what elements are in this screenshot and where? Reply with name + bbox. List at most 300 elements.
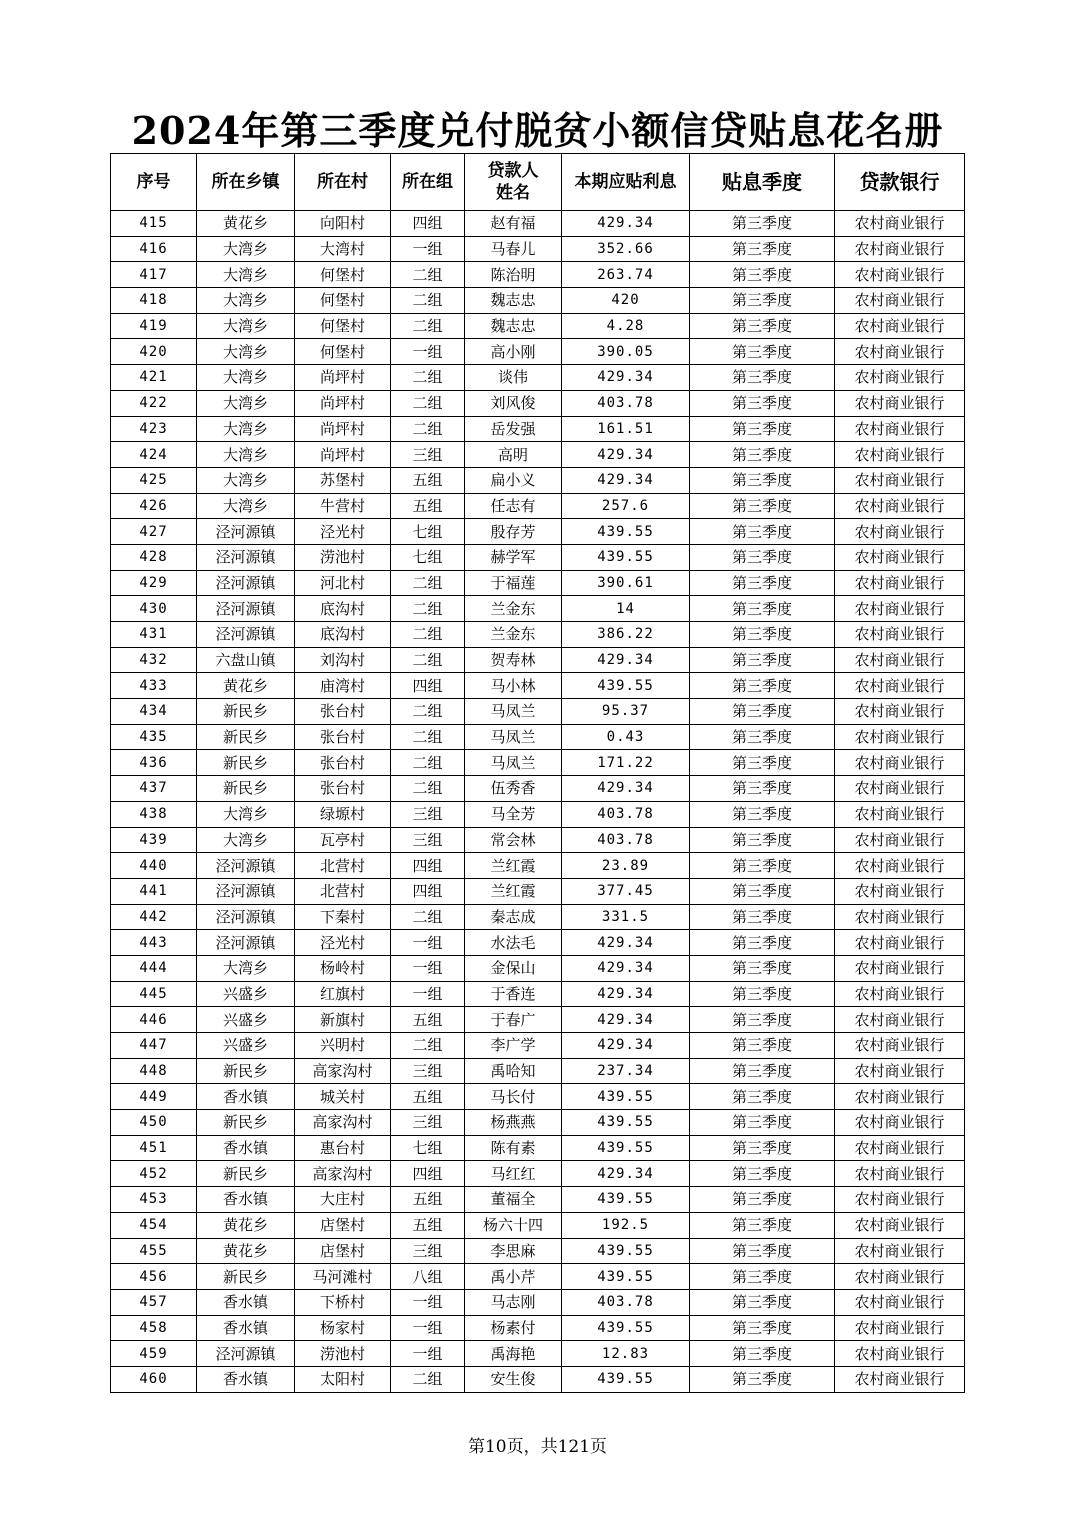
table-row — [111, 1315, 965, 1341]
cell-quarter: 第三季度 — [690, 211, 835, 237]
table-row — [111, 930, 965, 956]
cell-group: 二组 — [391, 1033, 465, 1059]
cell-township: 黄花乡 — [197, 1238, 295, 1264]
cell-village: 底沟村 — [295, 622, 391, 648]
cell-township: 香水镇 — [197, 1084, 295, 1110]
cell-group: 二组 — [391, 288, 465, 314]
cell-group: 二组 — [391, 1366, 465, 1392]
cell-interest: 95.37 — [562, 699, 690, 725]
cell-village: 城关村 — [295, 1084, 391, 1110]
cell-index: 450 — [111, 1110, 197, 1136]
cell-index: 453 — [111, 1187, 197, 1213]
cell-group: 二组 — [391, 904, 465, 930]
cell-group: 二组 — [391, 724, 465, 750]
cell-village: 何堡村 — [295, 262, 391, 288]
cell-borrower: 禹海艳 — [465, 1341, 562, 1367]
cell-quarter: 第三季度 — [690, 673, 835, 699]
cell-village: 尚坪村 — [295, 416, 391, 442]
cell-bank: 农村商业银行 — [835, 1110, 965, 1136]
cell-bank: 农村商业银行 — [835, 1187, 965, 1213]
cell-quarter: 第三季度 — [690, 878, 835, 904]
cell-quarter: 第三季度 — [690, 570, 835, 596]
cell-group: 七组 — [391, 1135, 465, 1161]
cell-borrower: 魏志忠 — [465, 288, 562, 314]
table-row — [111, 750, 965, 776]
cell-bank: 农村商业银行 — [835, 776, 965, 802]
cell-borrower: 魏志忠 — [465, 313, 562, 339]
cell-borrower: 李思麻 — [465, 1238, 562, 1264]
cell-interest: 23.89 — [562, 853, 690, 879]
cell-bank: 农村商业银行 — [835, 390, 965, 416]
cell-village: 下桥村 — [295, 1289, 391, 1315]
cell-interest: 439.55 — [562, 673, 690, 699]
cell-village: 高家沟村 — [295, 1110, 391, 1136]
cell-group: 一组 — [391, 1341, 465, 1367]
cell-group: 二组 — [391, 776, 465, 802]
cell-quarter: 第三季度 — [690, 493, 835, 519]
cell-bank: 农村商业银行 — [835, 1161, 965, 1187]
cell-township: 香水镇 — [197, 1315, 295, 1341]
cell-borrower: 禹小芹 — [465, 1264, 562, 1290]
cell-township: 泾河源镇 — [197, 519, 295, 545]
cell-index: 438 — [111, 801, 197, 827]
table-row — [111, 596, 965, 622]
cell-bank: 农村商业银行 — [835, 1289, 965, 1315]
cell-interest: 439.55 — [562, 1135, 690, 1161]
cell-bank: 农村商业银行 — [835, 1366, 965, 1392]
cell-borrower: 杨六十四 — [465, 1212, 562, 1238]
cell-quarter: 第三季度 — [690, 1289, 835, 1315]
cell-index: 454 — [111, 1212, 197, 1238]
cell-index: 434 — [111, 699, 197, 725]
cell-village: 何堡村 — [295, 313, 391, 339]
cell-interest: 403.78 — [562, 1289, 690, 1315]
cell-bank: 农村商业银行 — [835, 1238, 965, 1264]
cell-bank: 农村商业银行 — [835, 801, 965, 827]
cell-quarter: 第三季度 — [690, 853, 835, 879]
cell-quarter: 第三季度 — [690, 955, 835, 981]
table-row — [111, 1366, 965, 1392]
cell-quarter: 第三季度 — [690, 827, 835, 853]
cell-interest: 439.55 — [562, 544, 690, 570]
cell-interest: 439.55 — [562, 1187, 690, 1213]
cell-village: 尚坪村 — [295, 442, 391, 468]
table-row — [111, 622, 965, 648]
table-row — [111, 365, 965, 391]
header-village: 所在村 — [295, 154, 391, 211]
cell-interest: 429.34 — [562, 930, 690, 956]
cell-group: 二组 — [391, 622, 465, 648]
cell-bank: 农村商业银行 — [835, 750, 965, 776]
cell-township: 泾河源镇 — [197, 878, 295, 904]
cell-index: 421 — [111, 365, 197, 391]
cell-borrower: 安生俊 — [465, 1366, 562, 1392]
cell-interest: 429.34 — [562, 1161, 690, 1187]
table-row — [111, 211, 965, 237]
cell-township: 黄花乡 — [197, 673, 295, 699]
cell-village: 杨岭村 — [295, 955, 391, 981]
cell-index: 431 — [111, 622, 197, 648]
cell-township: 新民乡 — [197, 1110, 295, 1136]
cell-interest: 429.34 — [562, 981, 690, 1007]
cell-group: 二组 — [391, 416, 465, 442]
cell-township: 泾河源镇 — [197, 596, 295, 622]
cell-township: 香水镇 — [197, 1366, 295, 1392]
cell-interest: 14 — [562, 596, 690, 622]
cell-index: 435 — [111, 724, 197, 750]
cell-village: 何堡村 — [295, 339, 391, 365]
cell-quarter: 第三季度 — [690, 1007, 835, 1033]
cell-bank: 农村商业银行 — [835, 288, 965, 314]
cell-bank: 农村商业银行 — [835, 1084, 965, 1110]
cell-borrower: 兰红霞 — [465, 853, 562, 879]
cell-quarter: 第三季度 — [690, 724, 835, 750]
cell-village: 太阳村 — [295, 1366, 391, 1392]
cell-borrower: 扁小义 — [465, 467, 562, 493]
cell-township: 兴盛乡 — [197, 981, 295, 1007]
cell-group: 四组 — [391, 878, 465, 904]
cell-borrower: 高明 — [465, 442, 562, 468]
cell-bank: 农村商业银行 — [835, 596, 965, 622]
cell-group: 三组 — [391, 1110, 465, 1136]
cell-index: 429 — [111, 570, 197, 596]
cell-index: 428 — [111, 544, 197, 570]
cell-group: 二组 — [391, 262, 465, 288]
cell-borrower: 水法毛 — [465, 930, 562, 956]
table-row — [111, 853, 965, 879]
table-row — [111, 1110, 965, 1136]
cell-bank: 农村商业银行 — [835, 339, 965, 365]
cell-township: 黄花乡 — [197, 211, 295, 237]
cell-township: 大湾乡 — [197, 236, 295, 262]
cell-township: 香水镇 — [197, 1187, 295, 1213]
cell-borrower: 马春儿 — [465, 236, 562, 262]
table-row — [111, 1135, 965, 1161]
cell-group: 五组 — [391, 1084, 465, 1110]
cell-quarter: 第三季度 — [690, 1187, 835, 1213]
cell-index: 433 — [111, 673, 197, 699]
header-bank: 贷款银行 — [835, 154, 965, 211]
cell-index: 458 — [111, 1315, 197, 1341]
cell-index: 426 — [111, 493, 197, 519]
cell-interest: 439.55 — [562, 1315, 690, 1341]
cell-quarter: 第三季度 — [690, 596, 835, 622]
table-row — [111, 673, 965, 699]
cell-interest: 439.55 — [562, 1238, 690, 1264]
cell-interest: 429.34 — [562, 1033, 690, 1059]
cell-bank: 农村商业银行 — [835, 673, 965, 699]
cell-interest: 429.34 — [562, 211, 690, 237]
cell-borrower: 李广学 — [465, 1033, 562, 1059]
cell-interest: 429.34 — [562, 365, 690, 391]
cell-interest: 439.55 — [562, 519, 690, 545]
cell-quarter: 第三季度 — [690, 776, 835, 802]
cell-village: 张台村 — [295, 776, 391, 802]
cell-borrower: 兰金东 — [465, 596, 562, 622]
cell-township: 大湾乡 — [197, 801, 295, 827]
cell-township: 大湾乡 — [197, 365, 295, 391]
cell-interest: 331.5 — [562, 904, 690, 930]
table-row — [111, 442, 965, 468]
cell-township: 泾河源镇 — [197, 622, 295, 648]
cell-index: 439 — [111, 827, 197, 853]
table-row — [111, 236, 965, 262]
cell-borrower: 贺寿林 — [465, 647, 562, 673]
header-row — [111, 154, 965, 211]
cell-village: 尚坪村 — [295, 365, 391, 391]
table-row — [111, 1161, 965, 1187]
cell-index: 432 — [111, 647, 197, 673]
cell-interest: 237.34 — [562, 1058, 690, 1084]
cell-township: 泾河源镇 — [197, 853, 295, 879]
cell-township: 兴盛乡 — [197, 1033, 295, 1059]
cell-borrower: 杨燕燕 — [465, 1110, 562, 1136]
table-row — [111, 1238, 965, 1264]
table-row — [111, 647, 965, 673]
table-row — [111, 955, 965, 981]
table-row — [111, 288, 965, 314]
cell-interest: 0.43 — [562, 724, 690, 750]
cell-quarter: 第三季度 — [690, 1315, 835, 1341]
cell-group: 二组 — [391, 313, 465, 339]
cell-index: 441 — [111, 878, 197, 904]
cell-bank: 农村商业银行 — [835, 827, 965, 853]
cell-township: 新民乡 — [197, 776, 295, 802]
cell-borrower: 秦志成 — [465, 904, 562, 930]
cell-borrower: 赫学军 — [465, 544, 562, 570]
cell-index: 460 — [111, 1366, 197, 1392]
cell-index: 423 — [111, 416, 197, 442]
cell-quarter: 第三季度 — [690, 1084, 835, 1110]
cell-quarter: 第三季度 — [690, 544, 835, 570]
cell-village: 惠台村 — [295, 1135, 391, 1161]
cell-borrower: 马志刚 — [465, 1289, 562, 1315]
cell-village: 涝池村 — [295, 1341, 391, 1367]
cell-group: 八组 — [391, 1264, 465, 1290]
table-row — [111, 313, 965, 339]
header-quarter: 贴息季度 — [690, 154, 835, 211]
cell-interest: 439.55 — [562, 1366, 690, 1392]
table-row — [111, 981, 965, 1007]
cell-index: 417 — [111, 262, 197, 288]
cell-group: 二组 — [391, 390, 465, 416]
cell-quarter: 第三季度 — [690, 288, 835, 314]
cell-index: 444 — [111, 955, 197, 981]
cell-township: 黄花乡 — [197, 1212, 295, 1238]
cell-village: 刘沟村 — [295, 647, 391, 673]
cell-index: 420 — [111, 339, 197, 365]
cell-township: 泾河源镇 — [197, 570, 295, 596]
cell-bank: 农村商业银行 — [835, 570, 965, 596]
cell-village: 张台村 — [295, 699, 391, 725]
table-row — [111, 699, 965, 725]
cell-quarter: 第三季度 — [690, 750, 835, 776]
cell-group: 四组 — [391, 211, 465, 237]
cell-township: 香水镇 — [197, 1289, 295, 1315]
table-row — [111, 1084, 965, 1110]
cell-borrower: 兰红霞 — [465, 878, 562, 904]
cell-quarter: 第三季度 — [690, 699, 835, 725]
cell-interest: 439.55 — [562, 1110, 690, 1136]
cell-village: 马河滩村 — [295, 1264, 391, 1290]
cell-borrower: 于福莲 — [465, 570, 562, 596]
cell-bank: 农村商业银行 — [835, 211, 965, 237]
cell-village: 绿塬村 — [295, 801, 391, 827]
cell-group: 五组 — [391, 467, 465, 493]
cell-index: 442 — [111, 904, 197, 930]
cell-group: 一组 — [391, 339, 465, 365]
cell-village: 下秦村 — [295, 904, 391, 930]
cell-index: 416 — [111, 236, 197, 262]
cell-interest: 429.34 — [562, 955, 690, 981]
cell-interest: 429.34 — [562, 467, 690, 493]
table-row — [111, 544, 965, 570]
cell-index: 418 — [111, 288, 197, 314]
cell-group: 二组 — [391, 596, 465, 622]
cell-interest: 12.83 — [562, 1341, 690, 1367]
cell-index: 415 — [111, 211, 197, 237]
table-row — [111, 801, 965, 827]
cell-township: 大湾乡 — [197, 339, 295, 365]
cell-group: 七组 — [391, 519, 465, 545]
cell-village: 庙湾村 — [295, 673, 391, 699]
cell-borrower: 陈有素 — [465, 1135, 562, 1161]
cell-quarter: 第三季度 — [690, 313, 835, 339]
cell-group: 一组 — [391, 1315, 465, 1341]
cell-group: 七组 — [391, 544, 465, 570]
cell-index: 449 — [111, 1084, 197, 1110]
cell-borrower: 高小刚 — [465, 339, 562, 365]
cell-bank: 农村商业银行 — [835, 442, 965, 468]
table-row — [111, 1058, 965, 1084]
cell-group: 五组 — [391, 493, 465, 519]
cell-interest: 429.34 — [562, 647, 690, 673]
cell-village: 高家沟村 — [295, 1058, 391, 1084]
header-interest: 本期应贴利息 — [562, 154, 690, 211]
cell-borrower: 谈伟 — [465, 365, 562, 391]
cell-quarter: 第三季度 — [690, 365, 835, 391]
cell-township: 大湾乡 — [197, 442, 295, 468]
cell-borrower: 马小林 — [465, 673, 562, 699]
cell-village: 店堡村 — [295, 1238, 391, 1264]
cell-index: 451 — [111, 1135, 197, 1161]
cell-bank: 农村商业银行 — [835, 904, 965, 930]
header-borrower — [465, 154, 562, 211]
cell-quarter: 第三季度 — [690, 1033, 835, 1059]
cell-interest: 171.22 — [562, 750, 690, 776]
cell-village: 何堡村 — [295, 288, 391, 314]
cell-bank: 农村商业银行 — [835, 647, 965, 673]
cell-bank: 农村商业银行 — [835, 622, 965, 648]
cell-village: 泾光村 — [295, 930, 391, 956]
table-row — [111, 1187, 965, 1213]
cell-interest: 403.78 — [562, 827, 690, 853]
cell-quarter: 第三季度 — [690, 519, 835, 545]
cell-township: 泾河源镇 — [197, 930, 295, 956]
cell-borrower: 马长付 — [465, 1084, 562, 1110]
table-body — [111, 211, 965, 1393]
cell-borrower: 任志有 — [465, 493, 562, 519]
cell-township: 新民乡 — [197, 724, 295, 750]
cell-bank: 农村商业银行 — [835, 1058, 965, 1084]
cell-quarter: 第三季度 — [690, 1264, 835, 1290]
table-row — [111, 878, 965, 904]
cell-village: 苏堡村 — [295, 467, 391, 493]
cell-bank: 农村商业银行 — [835, 981, 965, 1007]
document-title: 2024年第三季度兑付脱贫小额信贷贴息花名册 — [131, 108, 944, 153]
cell-quarter: 第三季度 — [690, 930, 835, 956]
cell-bank: 农村商业银行 — [835, 878, 965, 904]
cell-index: 445 — [111, 981, 197, 1007]
cell-quarter: 第三季度 — [690, 1366, 835, 1392]
cell-township: 大湾乡 — [197, 390, 295, 416]
cell-group: 三组 — [391, 1238, 465, 1264]
table-row — [111, 570, 965, 596]
cell-township: 大湾乡 — [197, 827, 295, 853]
cell-group: 二组 — [391, 365, 465, 391]
header-township: 所在乡镇 — [197, 154, 295, 211]
cell-bank: 农村商业银行 — [835, 262, 965, 288]
cell-bank: 农村商业银行 — [835, 1264, 965, 1290]
table-row — [111, 339, 965, 365]
cell-borrower: 赵有福 — [465, 211, 562, 237]
table-row — [111, 724, 965, 750]
cell-borrower: 马凤兰 — [465, 724, 562, 750]
cell-borrower: 常会林 — [465, 827, 562, 853]
cell-group: 一组 — [391, 930, 465, 956]
cell-group: 一组 — [391, 1289, 465, 1315]
table-row — [111, 390, 965, 416]
cell-quarter: 第三季度 — [690, 467, 835, 493]
cell-village: 兴明村 — [295, 1033, 391, 1059]
cell-township: 大湾乡 — [197, 493, 295, 519]
cell-group: 三组 — [391, 1058, 465, 1084]
cell-bank: 农村商业银行 — [835, 467, 965, 493]
cell-borrower: 于香连 — [465, 981, 562, 1007]
cell-index: 436 — [111, 750, 197, 776]
cell-quarter: 第三季度 — [690, 1058, 835, 1084]
cell-bank: 农村商业银行 — [835, 365, 965, 391]
cell-township: 六盘山镇 — [197, 647, 295, 673]
cell-village: 北营村 — [295, 853, 391, 879]
cell-group: 五组 — [391, 1187, 465, 1213]
cell-township: 大湾乡 — [197, 955, 295, 981]
cell-borrower: 马红红 — [465, 1161, 562, 1187]
header-group: 所在组 — [391, 154, 465, 211]
cell-quarter: 第三季度 — [690, 442, 835, 468]
cell-group: 一组 — [391, 981, 465, 1007]
cell-index: 430 — [111, 596, 197, 622]
cell-village: 张台村 — [295, 724, 391, 750]
cell-interest: 420 — [562, 288, 690, 314]
cell-township: 泾河源镇 — [197, 544, 295, 570]
cell-quarter: 第三季度 — [690, 416, 835, 442]
cell-index: 452 — [111, 1161, 197, 1187]
cell-village: 涝池村 — [295, 544, 391, 570]
cell-village: 向阳村 — [295, 211, 391, 237]
cell-index: 448 — [111, 1058, 197, 1084]
cell-index: 447 — [111, 1033, 197, 1059]
cell-borrower: 陈治明 — [465, 262, 562, 288]
cell-village: 高家沟村 — [295, 1161, 391, 1187]
cell-interest: 403.78 — [562, 801, 690, 827]
table-row — [111, 1212, 965, 1238]
cell-bank: 农村商业银行 — [835, 1135, 965, 1161]
cell-bank: 农村商业银行 — [835, 930, 965, 956]
cell-interest: 263.74 — [562, 262, 690, 288]
cell-quarter: 第三季度 — [690, 1238, 835, 1264]
cell-index: 443 — [111, 930, 197, 956]
